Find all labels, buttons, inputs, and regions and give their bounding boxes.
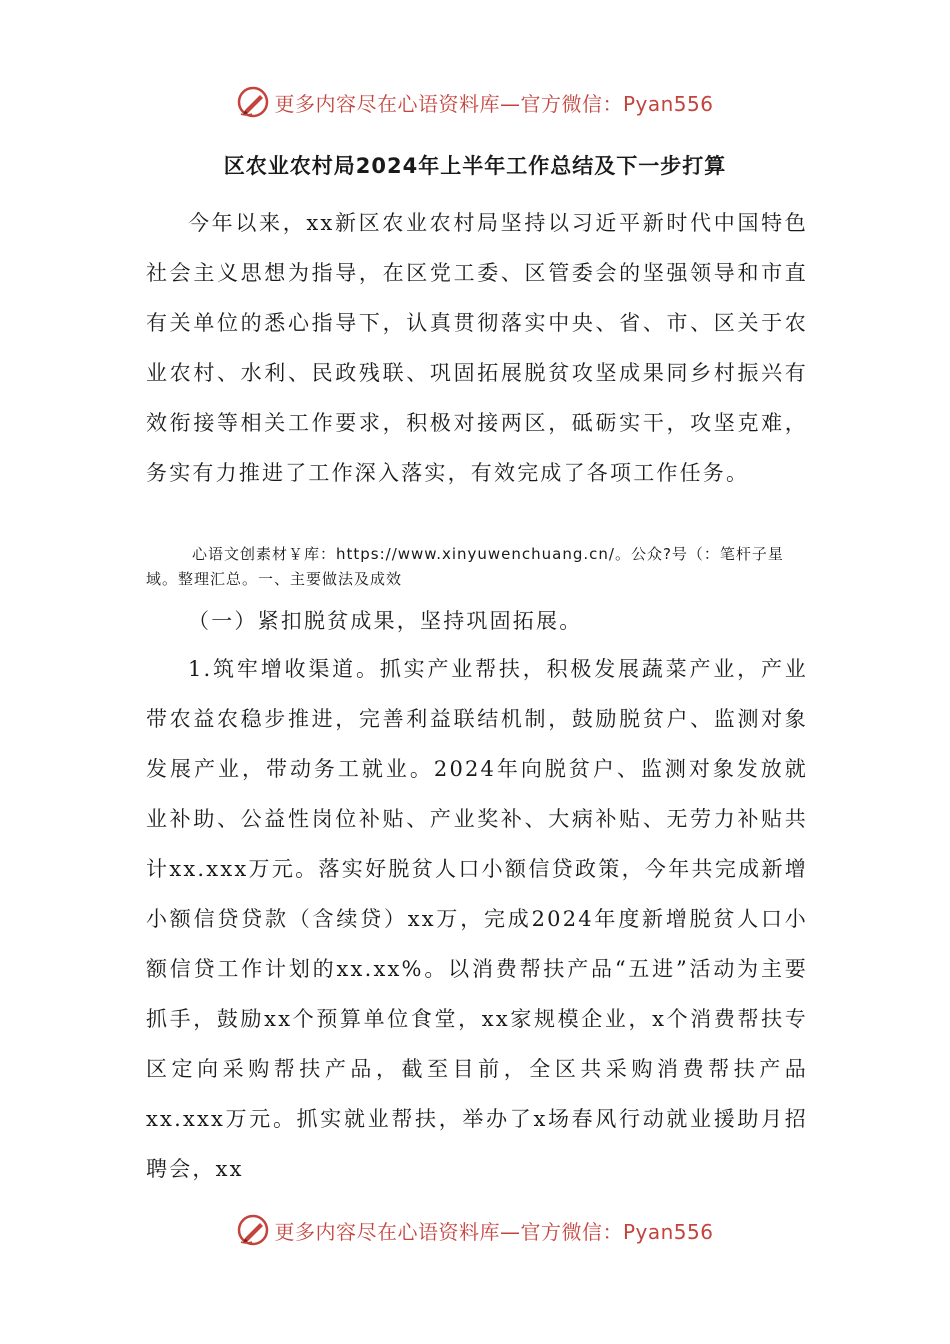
page-title: 区农业农村局2024年上半年工作总结及下一步打算 <box>223 154 727 178</box>
pen-circle-logo-icon <box>236 1213 270 1247</box>
pen-circle-logo-icon <box>236 85 270 119</box>
header-banner-text: 更多内容尽在心语资料库—官方微信：Pyan556 <box>274 91 714 116</box>
footer-banner <box>0 1208 950 1252</box>
intro-paragraph: 今年以来，xx新区农业农村局坚持以习近平新时代中国特色社会主义思想为指导，在区党工委、区管委会的坚强领导和市直有关单位的悉心指导下，认真贯彻落实中央、省、市、区关于农业农村、水利、民政残联、巩固拓展脱贫攻坚成果同乡村振兴有效衔接等相关工作要求，积极对接两区，砥砺实干，攻坚克难，务实有力推进了工作深入落实，有效完成了各项工作任务。 <box>146 211 808 485</box>
header-banner <box>0 80 950 124</box>
section-paragraph: 1.筑牢增收渠道。抓实产业帮扶，积极发展蔬菜产业，产业带农益农稳步推进，完善利益联结机制，鼓励脱贫户、监测对象发展产业，带动务工就业。2024年向脱贫户、监测对象发放就业补助、公益性岗位补贴、产业奖补、大病补贴、无劳力补贴共计xx.xxx万元。落实好脱贫人口小额信贷政策，今年共完成新增小额信贷贷款（含续贷）xx万，完成2024年度新增脱贫人口小额信贷工作计划的xx.xx%。以消费帮扶产品“五进”活动为主要抓手，鼓励xx个预算单位食堂，xx家规模企业，x个消费帮扶专区定向采购帮扶产品，截至目前，全区共采购消费帮扶产品xx.xxx万元。抓实就业帮扶，举办了x场春风行动就业援助月招聘会，xx <box>146 657 808 1181</box>
source-note: 心语文创素材￥库：https://www.xinyuwenchuang.cn/。公众?号（：笔杆子星域。整理汇总。一、主要做法及成效 <box>146 545 784 588</box>
footer-banner-text: 更多内容尽在心语资料库—官方微信：Pyan556 <box>274 1219 714 1244</box>
section-heading: （一）紧扣脱贫成果，坚持巩固拓展。 <box>188 609 583 633</box>
